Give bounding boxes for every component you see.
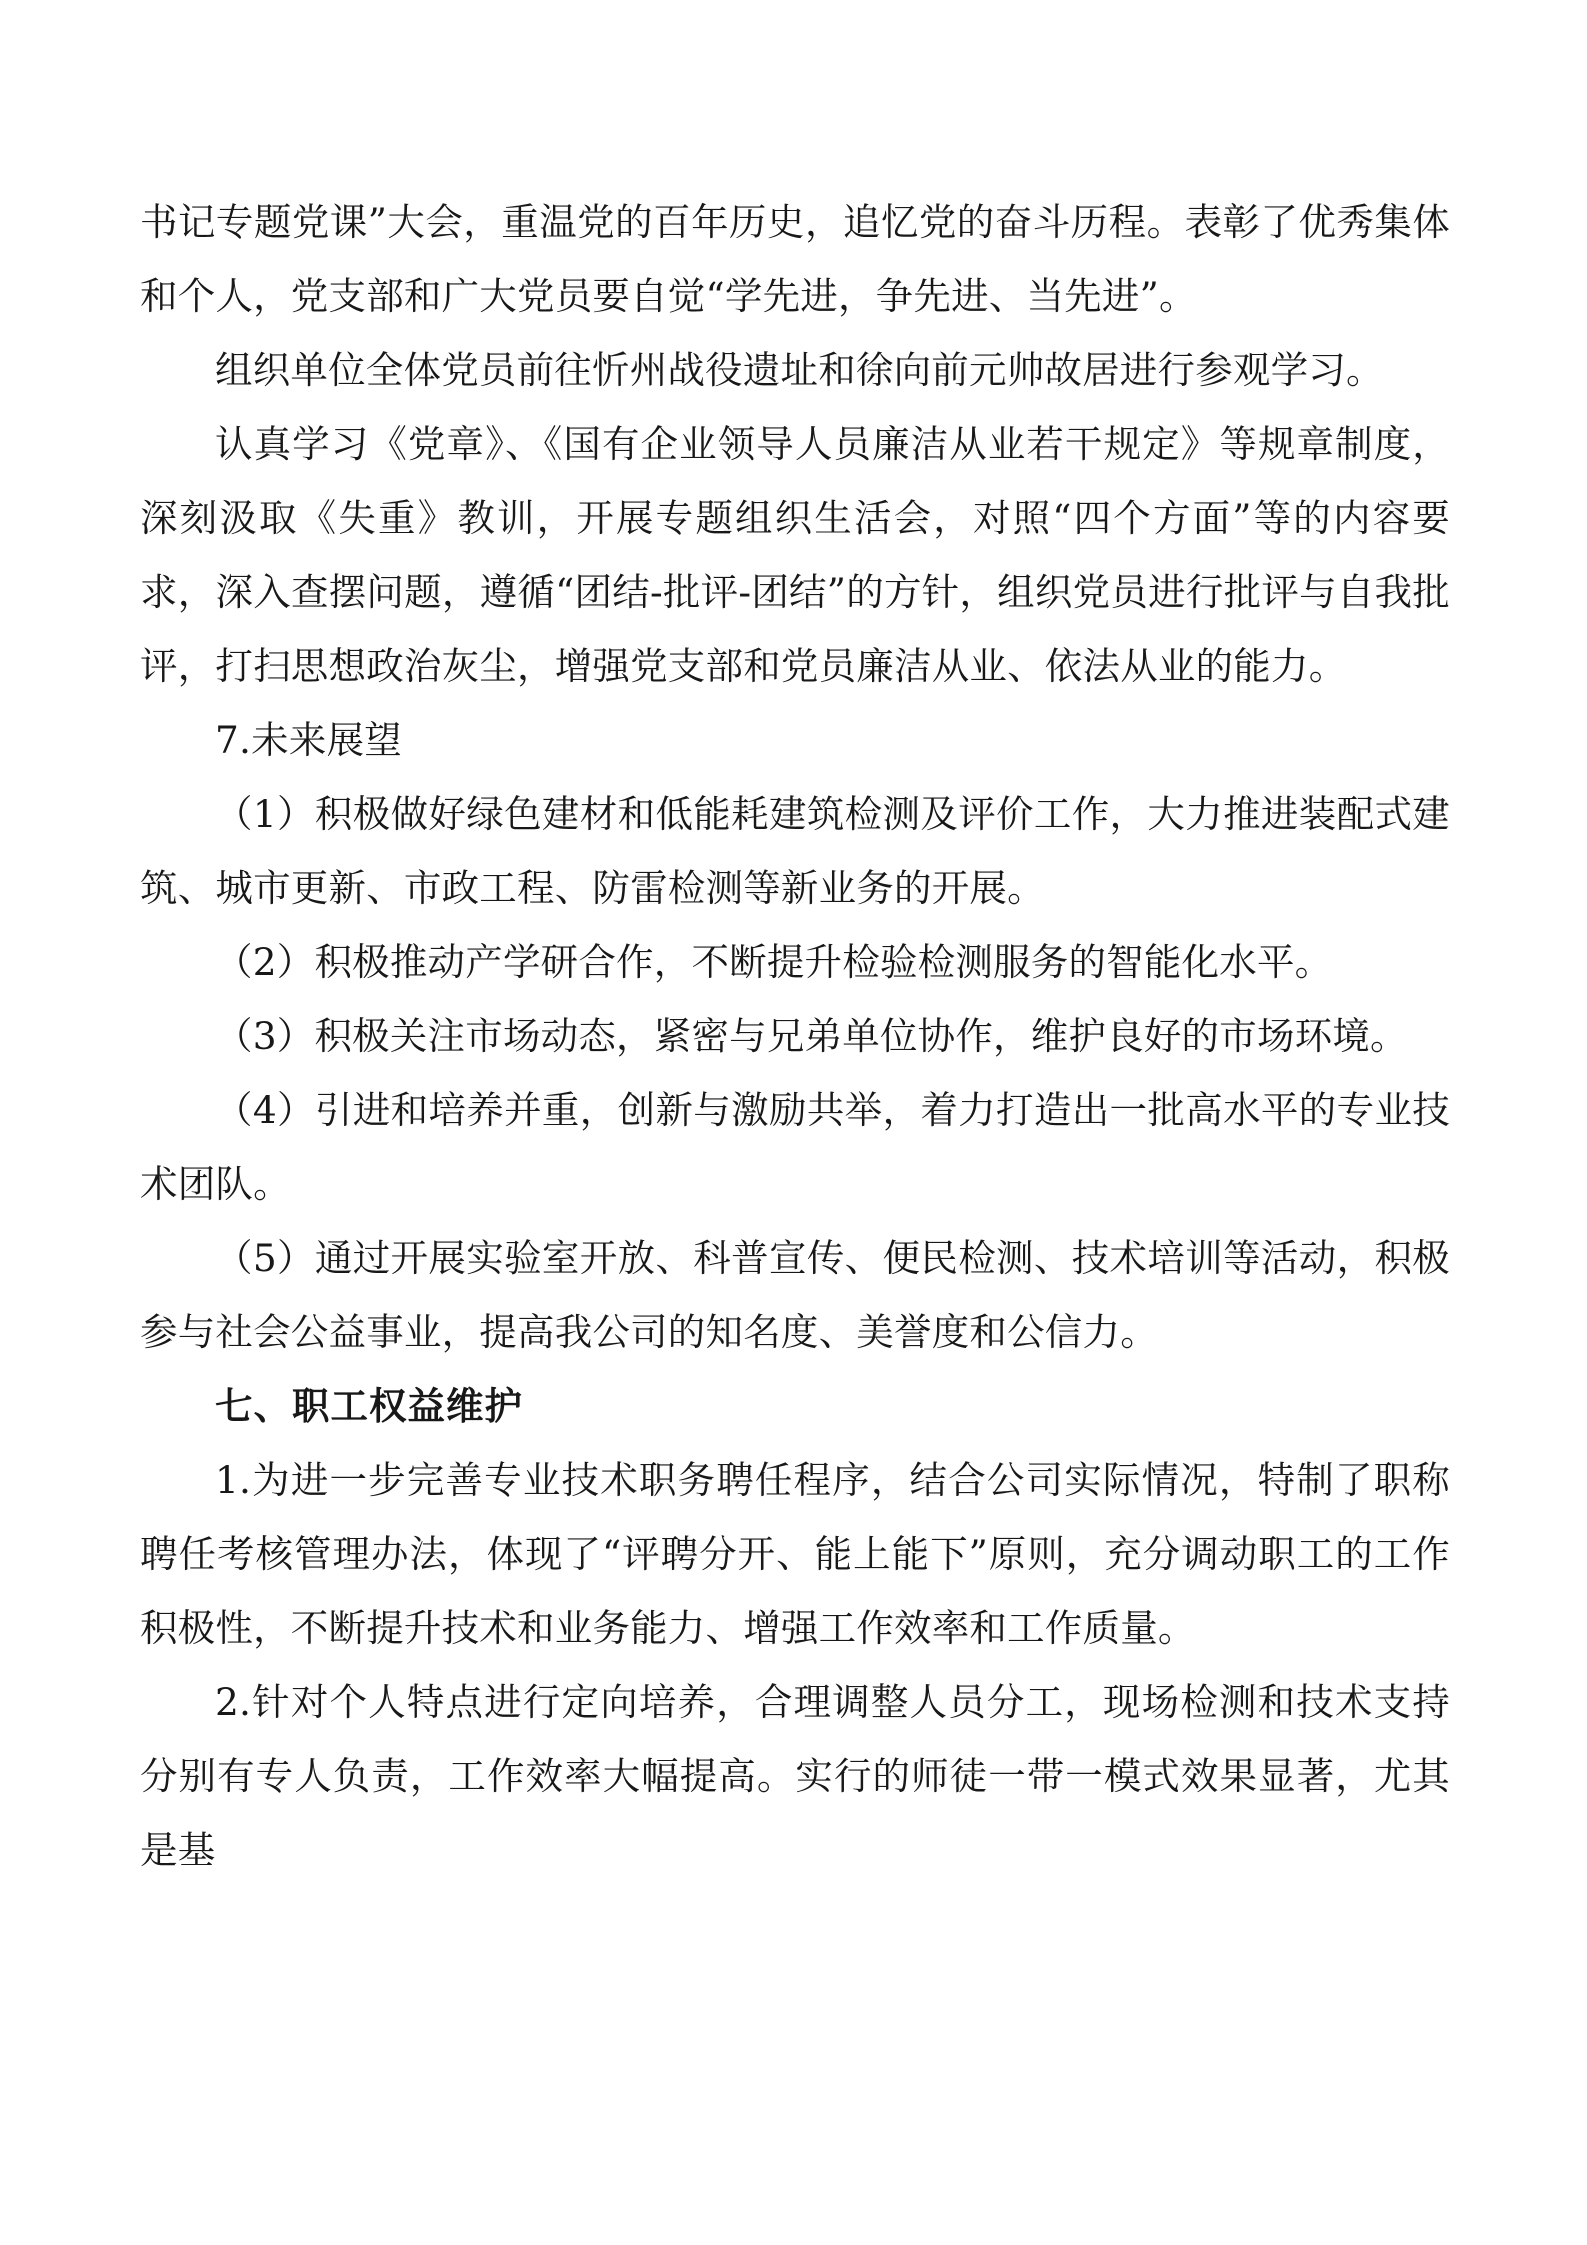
section-heading-employee-rights: 七、职工权益维护	[215, 1384, 523, 1428]
list-item-outlook-5: （5）通过开展实验室开放、科普宣传、便民检测、技术培训等活动，积极参与社会公益事业，提高我公司的知名度、美誉度和公信力。	[140, 1236, 1450, 1354]
list-item-rights-1: 1.为进一步完善专业技术职务聘任程序，结合公司实际情况，特制了职称聘任考核管理办法，体现了“评聘分开、能上能下”原则，充分调动职工的工作积极性，不断提升技术和业务能力、增强工作效率和工作质量。	[140, 1458, 1450, 1650]
list-item-outlook-4: （4）引进和培养并重，创新与激励共举，着力打造出一批高水平的专业技术团队。	[140, 1088, 1450, 1206]
paragraph-study-regulations: 认真学习《党章》、《国有企业领导人员廉洁从业若干规定》等规章制度，深刻汲取《失重》教训，开展专题组织生活会，对照“四个方面”等的内容要求，深入查摆问题，遵循“团结-批评-团结”的方针，组织党员进行批评与自我批评，打扫思想政治灰尘，增强党支部和党员廉洁从业、依法从业的能力。	[140, 422, 1450, 688]
list-item-outlook-1: （1）积极做好绿色建材和低能耗建筑检测及评价工作，大力推进装配式建筑、城市更新、市政工程、防雷检测等新业务的开展。	[140, 792, 1450, 910]
paragraph-party-visit: 组织单位全体党员前往忻州战役遗址和徐向前元帅故居进行参观学习。	[215, 348, 1384, 392]
paragraph-continuation: 书记专题党课”大会，重温党的百年历史，追忆党的奋斗历程。表彰了优秀集体和个人，党支部和广大党员要自觉“学先进，争先进、当先进”。	[140, 200, 1450, 318]
list-item-future-outlook-title: 7.未来展望	[215, 718, 402, 762]
list-item-rights-2: 2.针对个人特点进行定向培养，合理调整人员分工，现场检测和技术支持分别有专人负责，工作效率大幅提高。实行的师徒一带一模式效果显著，尤其是基	[140, 1680, 1450, 1872]
document-body	[140, 185, 1450, 1887]
list-item-outlook-2: （2）积极推动产学研合作，不断提升检验检测服务的智能化水平。	[215, 940, 1333, 984]
list-item-outlook-3: （3）积极关注市场动态，紧密与兄弟单位协作，维护良好的市场环境。	[215, 1014, 1408, 1058]
